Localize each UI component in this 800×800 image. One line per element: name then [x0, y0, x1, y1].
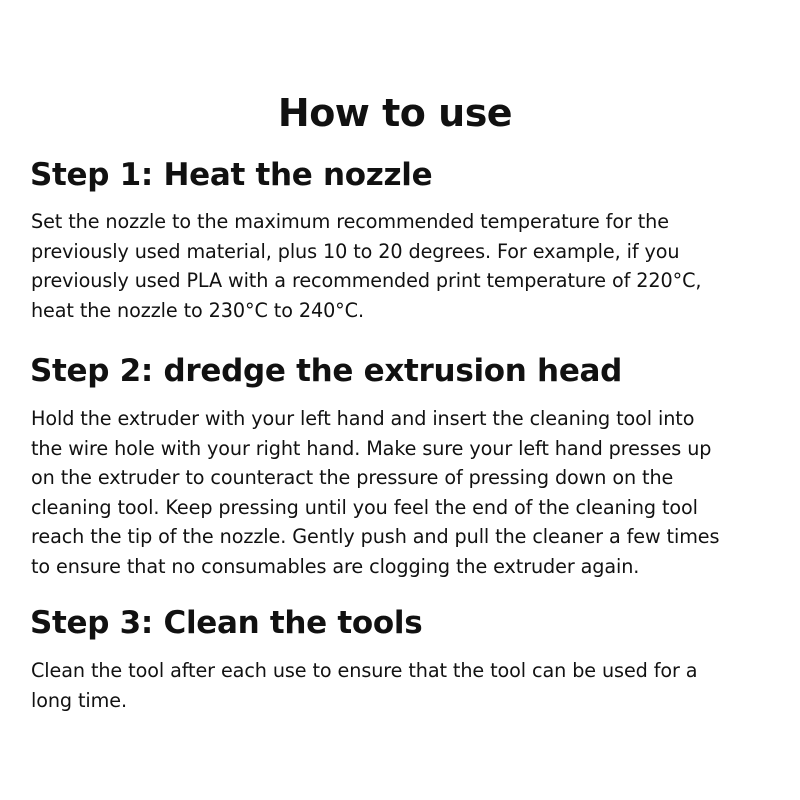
- step-1-line: previously used material, plus 10 to 20 degrees. For example, if you: [31, 239, 680, 263]
- page-title: How to use: [277, 91, 513, 135]
- step-1-line: Set the nozzle to the maximum recommended temperature for the: [31, 210, 669, 233]
- step-3-line: long time.: [31, 688, 127, 712]
- step-2-line: the wire hole with your right hand. Make sure your left hand presses up: [31, 436, 712, 460]
- step-1-line: previously used PLA with a recommended print temperature of 220°C,: [31, 269, 702, 293]
- step-1-body: [31, 207, 771, 325]
- step-2-line: to ensure that no consumables are clogging the extruder again.: [31, 554, 640, 578]
- step-1-line: heat the nozzle to 230°C to 240°C.: [31, 298, 364, 322]
- step-2-line: on the extruder to counteract the pressure of pressing down on the: [31, 466, 674, 490]
- step-2-line: reach the tip of the nozzle. Gently push and pull the cleaner a few times: [31, 525, 720, 549]
- step-3-body: [31, 656, 771, 715]
- step-2-heading: Step 2: dredge the extrusion head: [30, 353, 623, 389]
- step-2-line: Hold the extruder with your left hand and insert the cleaning tool into: [31, 407, 695, 430]
- step-3-heading: Step 3: Clean the tools: [30, 605, 423, 641]
- step-3-line: Clean the tool after each use to ensure that the tool can be used for a: [31, 659, 698, 682]
- step-2-line: cleaning tool. Keep pressing until you feel the end of the cleaning tool: [31, 495, 698, 519]
- step-1-heading: Step 1: Heat the nozzle: [30, 157, 433, 193]
- step-2-body: [31, 404, 771, 582]
